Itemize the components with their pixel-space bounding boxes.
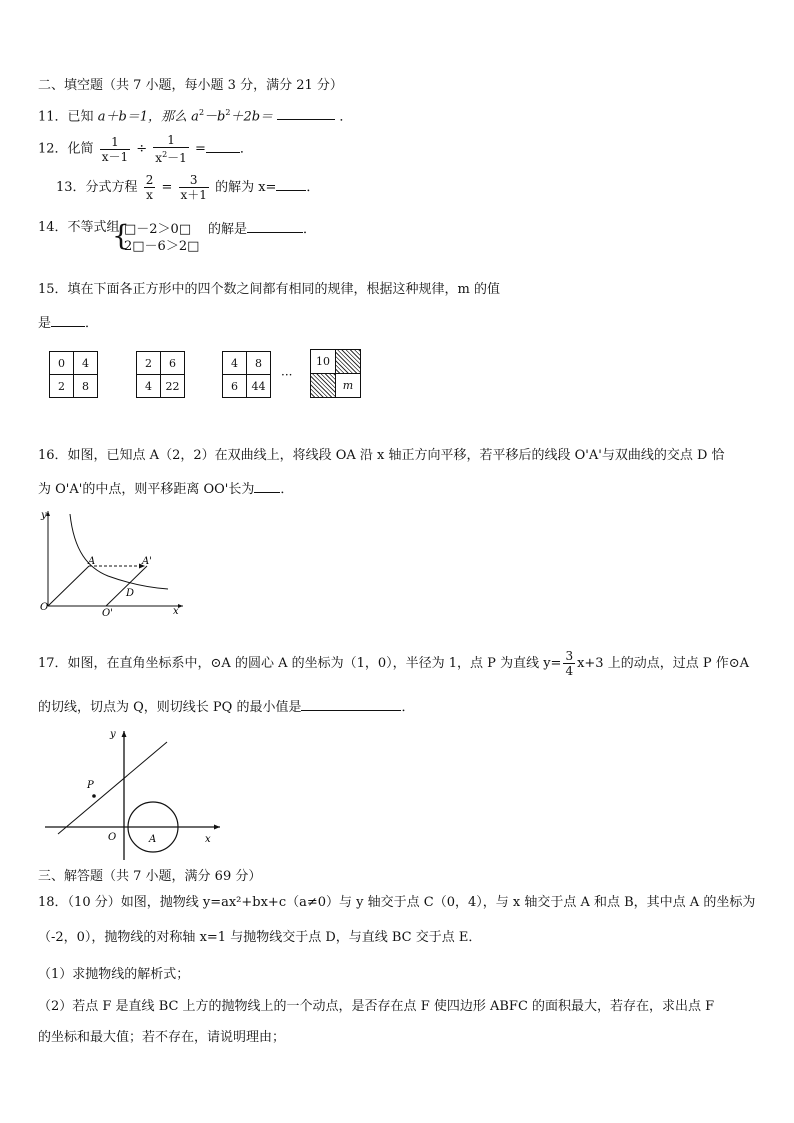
question-13 [56,173,319,202]
square-cell: 4 [73,351,98,375]
circle-tangent-figure [40,726,225,866]
axis-label-x: x [205,834,211,845]
answer-blank[interactable] [254,479,280,493]
square-cell: 44 [246,374,271,398]
question-15-line-1: 15．填在下面各正方形中的四个数之间都有相同的规律，根据这种规律，m 的值 [38,282,501,297]
point-label-O-prime: O' [102,608,113,616]
period: ． [85,316,99,331]
numerator: 1 [111,134,119,149]
square-cell: 8 [73,374,98,398]
denominator: 4 [565,664,574,678]
question-15-line-2 [38,313,98,333]
question-12 [38,133,253,165]
point-label-D: D [126,588,135,599]
hatched-cell [335,349,361,374]
square-cell: 6 [222,374,247,398]
brace-icon: { [112,219,130,252]
hyperbola-curve [70,514,168,589]
axis-label-y: y [110,729,116,740]
fraction [144,173,156,202]
q14-suffix: 的解是 [208,222,248,237]
period: ． [306,180,320,195]
period: ． [339,109,353,125]
answer-blank[interactable] [276,177,306,191]
square-cell: 0 [49,351,74,375]
answer-blank[interactable] [206,139,240,153]
period: ． [280,482,294,497]
q17-text-3: 的切线，切点为 Q，则切线长 PQ 的最小值是 [38,700,302,715]
hatched-cell [310,373,336,398]
question-18-part-2-cont: 的坐标和最大值；若不存在，请说明理由； [38,1030,286,1045]
square-cell: 2 [136,351,161,375]
q13-suffix: 的解为 x= [215,180,277,195]
denominator: x [146,188,153,202]
q17-text: 17．如图，在直角坐标系中，⊙A 的圆心 A 的坐标为（1，0），半径为 1，点 P 为直线 y= [38,656,562,671]
inequality-row-2: 2□－6＞2□ [124,239,200,254]
square-cell: 8 [246,351,271,375]
point-label-O: O [108,832,117,843]
question-16-line-1: 16．如图，已知点 A（2，2）在双曲线上，将线段 OA 沿 x 轴正方向平移，若平移后的线段 O'A'与双曲线的交点 D 恰 [38,448,725,463]
denominator: $x^2-1$ [153,147,189,165]
square-cell: 2 [49,374,74,398]
equals-sign: = [194,141,206,157]
fraction [153,133,189,165]
question-17-line-2 [38,697,414,717]
answer-blank[interactable] [247,219,303,233]
fraction [563,649,575,678]
answer-blank[interactable] [301,697,401,711]
q13-prefix: 13．分式方程 [56,180,138,195]
segment-OA [48,566,89,606]
q11-prefix: 11．已知 [38,109,94,125]
numerator: 3 [565,649,574,663]
q11-condition: a＋b＝1，那么 [97,109,188,125]
point-label-A: A [149,834,157,845]
point-label-A-prime: A' [142,556,152,567]
arrow-icon [178,604,183,608]
q12-prefix: 12．化简 [38,141,94,157]
numerator: 1 [167,133,175,147]
axis-label-x: x [173,606,179,616]
question-18-line-2: （-2，0），抛物线的对称轴 x=1 与抛物线交于点 D，与直线 BC 交于点 E． [38,930,482,945]
q14-prefix: 14．不等式组 [38,220,120,235]
period: ． [401,700,415,715]
equals-sign: = [161,180,173,195]
denominator: x＋1 [180,188,207,202]
point-label-P: P [87,780,94,791]
inequality-row-1: □－2＞0□ [124,222,192,237]
section-title: 三、解答题（共 7 小题，满分 69 分） [38,869,262,884]
square-cell: m [335,373,361,398]
section-title: 二、填空题（共 7 小题，每小题 3 分，满分 21 分） [38,78,343,93]
square-cell: 6 [160,351,185,375]
question-18-part-1: （1）求抛物线的解析式； [38,967,190,982]
arrow-icon [214,825,220,830]
square-cell: 4 [136,374,161,398]
q16-text: 为 O'A'的中点，则平移距离 OO'长为 [38,482,255,497]
q11-expr-end: ＋2b＝ [230,109,274,125]
point-P [92,794,96,798]
question-14 [38,219,120,237]
square-cell: 4 [222,351,247,375]
line-y-3/4x+3 [58,742,167,834]
square-cell: 10 [310,349,336,374]
numerator: 2 [145,173,154,187]
q17-text-2: x+3 上的动点，过点 P 作⊙A [577,656,749,671]
question-16-line-2 [38,479,293,499]
fraction [100,135,130,164]
q14-answer [208,219,316,239]
point-label-A: A [88,556,96,567]
question-18-line-1: 18．（10 分）如图，抛物线 y=ax²+bx+c（a≠0）与 y 轴交于点 C（0，4），与 x 轴交于点 A 和点 B，其中点 A 的坐标为 [38,895,756,910]
q15-prefix: 是 [38,316,52,331]
q11-expr-mid: －b [204,109,226,125]
period: ． [303,222,317,237]
q11-expr-a: a [191,109,199,125]
answer-blank[interactable] [277,106,335,120]
arrow-icon [122,731,127,737]
question-17-line-1 [38,649,749,678]
question-11: 11．已知 a＋b＝1，那么 $a^2-b^2+2b=$ ． [38,108,353,125]
period: ． [239,141,253,157]
point-label-O: O [40,602,49,613]
hyperbola-figure [38,506,188,616]
denominator: x－1 [101,149,129,164]
ellipsis: ··· [281,368,293,382]
fraction [179,173,209,202]
numerator: 3 [189,173,198,187]
square-cell: 22 [160,374,185,398]
axis-label-y: y [41,510,47,521]
divide-sign: ÷ [136,141,148,157]
segment-OA-prime [106,566,147,606]
question-18-part-2: （2）若点 F 是直线 BC 上方的抛物线上的一个动点，是否存在点 F 使四边形 ABFC 的面积最大，若存在，求出点 F [38,999,715,1014]
answer-blank[interactable] [51,313,85,327]
